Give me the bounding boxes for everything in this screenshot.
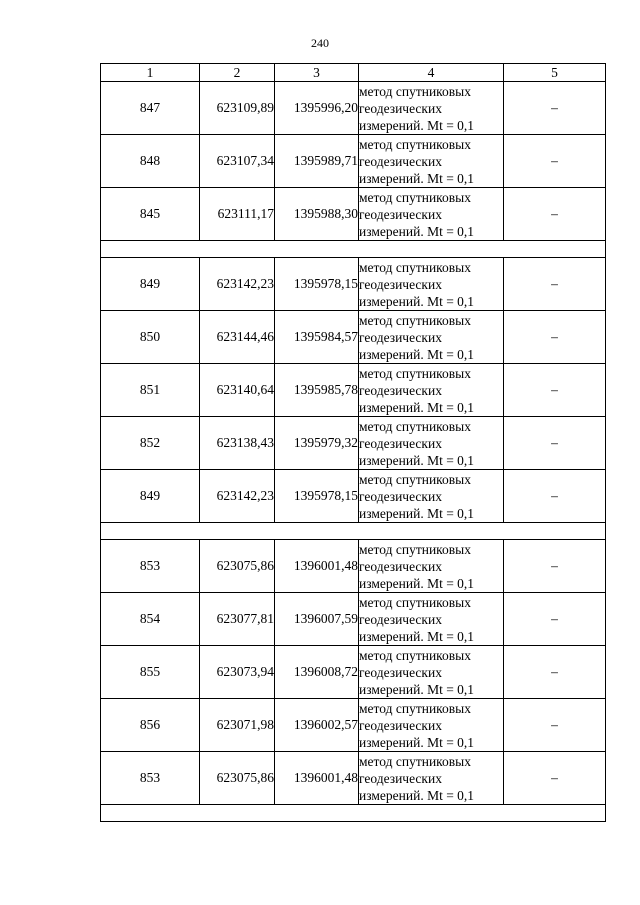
accuracy-dash: – xyxy=(504,646,606,699)
method-description xyxy=(359,752,504,805)
method-description xyxy=(359,364,504,417)
table-row xyxy=(101,752,606,805)
point-number: 847 xyxy=(101,82,200,135)
method-line-2: геодезических xyxy=(359,488,442,504)
accuracy-dash: – xyxy=(504,258,606,311)
point-number: 849 xyxy=(101,258,200,311)
method-line-3: измерений. Mt = 0,1 xyxy=(359,293,475,309)
group-separator-row xyxy=(101,805,606,822)
method-line-1: метод спутниковых xyxy=(359,700,471,716)
accuracy-dash: – xyxy=(504,364,606,417)
method-line-3: измерений. Mt = 0,1 xyxy=(359,452,475,468)
method-line-1: метод спутниковых xyxy=(359,259,471,275)
x-coordinate: 623075,86 xyxy=(200,540,275,593)
table-row xyxy=(101,417,606,470)
point-number: 856 xyxy=(101,699,200,752)
table-row xyxy=(101,540,606,593)
header-cell-3: 3 xyxy=(275,64,359,82)
method-line-3: измерений. Mt = 0,1 xyxy=(359,223,475,239)
y-coordinate: 1395996,20 xyxy=(275,82,359,135)
y-coordinate: 1395985,78 xyxy=(275,364,359,417)
method-line-3: измерений. Mt = 0,1 xyxy=(359,575,475,591)
method-line-2: геодезических xyxy=(359,382,442,398)
point-number: 853 xyxy=(101,540,200,593)
x-coordinate: 623142,23 xyxy=(200,258,275,311)
method-line-2: геодезических xyxy=(359,558,442,574)
header-row xyxy=(101,64,606,82)
y-coordinate: 1395978,15 xyxy=(275,258,359,311)
point-number: 852 xyxy=(101,417,200,470)
point-number: 848 xyxy=(101,135,200,188)
y-coordinate: 1396002,57 xyxy=(275,699,359,752)
point-number: 851 xyxy=(101,364,200,417)
method-line-1: метод спутниковых xyxy=(359,753,471,769)
point-number: 853 xyxy=(101,752,200,805)
method-line-1: метод спутниковых xyxy=(359,541,471,557)
method-line-2: геодезических xyxy=(359,435,442,451)
point-number: 855 xyxy=(101,646,200,699)
table-body xyxy=(101,82,606,822)
group-separator-row xyxy=(101,523,606,540)
method-line-3: измерений. Mt = 0,1 xyxy=(359,505,475,521)
accuracy-dash: – xyxy=(504,188,606,241)
table-row xyxy=(101,188,606,241)
method-line-2: геодезических xyxy=(359,206,442,222)
point-number: 850 xyxy=(101,311,200,364)
accuracy-dash: – xyxy=(504,593,606,646)
method-line-2: геодезических xyxy=(359,611,442,627)
method-line-2: геодезических xyxy=(359,100,442,116)
x-coordinate: 623077,81 xyxy=(200,593,275,646)
table-row xyxy=(101,82,606,135)
accuracy-dash: – xyxy=(504,311,606,364)
group-separator-cell xyxy=(101,241,606,258)
table-row xyxy=(101,135,606,188)
group-separator-cell xyxy=(101,523,606,540)
x-coordinate: 623073,94 xyxy=(200,646,275,699)
method-line-2: геодезических xyxy=(359,770,442,786)
method-description xyxy=(359,135,504,188)
accuracy-dash: – xyxy=(504,540,606,593)
method-line-1: метод спутниковых xyxy=(359,594,471,610)
method-line-3: измерений. Mt = 0,1 xyxy=(359,734,475,750)
method-line-1: метод спутниковых xyxy=(359,136,471,152)
y-coordinate: 1395978,15 xyxy=(275,470,359,523)
method-line-1: метод спутниковых xyxy=(359,365,471,381)
y-coordinate: 1395984,57 xyxy=(275,311,359,364)
y-coordinate: 1396007,59 xyxy=(275,593,359,646)
method-line-3: измерений. Mt = 0,1 xyxy=(359,170,475,186)
y-coordinate: 1396008,72 xyxy=(275,646,359,699)
x-coordinate: 623142,23 xyxy=(200,470,275,523)
header-cell-1: 1 xyxy=(101,64,200,82)
x-coordinate: 623109,89 xyxy=(200,82,275,135)
table-row xyxy=(101,364,606,417)
x-coordinate: 623144,46 xyxy=(200,311,275,364)
method-line-2: геодезических xyxy=(359,329,442,345)
method-line-2: геодезических xyxy=(359,717,442,733)
y-coordinate: 1395989,71 xyxy=(275,135,359,188)
point-number: 845 xyxy=(101,188,200,241)
x-coordinate: 623140,64 xyxy=(200,364,275,417)
method-description xyxy=(359,699,504,752)
method-line-3: измерений. Mt = 0,1 xyxy=(359,681,475,697)
accuracy-dash: – xyxy=(504,470,606,523)
method-line-3: измерений. Mt = 0,1 xyxy=(359,628,475,644)
method-line-3: измерений. Mt = 0,1 xyxy=(359,117,475,133)
table-row xyxy=(101,593,606,646)
method-line-3: измерений. Mt = 0,1 xyxy=(359,346,475,362)
point-number: 849 xyxy=(101,470,200,523)
method-line-1: метод спутниковых xyxy=(359,83,471,99)
table-row xyxy=(101,470,606,523)
method-description xyxy=(359,188,504,241)
method-line-1: метод спутниковых xyxy=(359,312,471,328)
header-cell-2: 2 xyxy=(200,64,275,82)
method-line-1: метод спутниковых xyxy=(359,189,471,205)
coordinates-table xyxy=(100,63,606,822)
method-line-3: измерений. Mt = 0,1 xyxy=(359,787,475,803)
method-line-2: геодезических xyxy=(359,153,442,169)
group-separator-cell xyxy=(101,805,606,822)
table-row xyxy=(101,646,606,699)
accuracy-dash: – xyxy=(504,699,606,752)
header-cell-5: 5 xyxy=(504,64,606,82)
accuracy-dash: – xyxy=(504,752,606,805)
x-coordinate: 623111,17 xyxy=(200,188,275,241)
method-description xyxy=(359,311,504,364)
x-coordinate: 623071,98 xyxy=(200,699,275,752)
y-coordinate: 1396001,48 xyxy=(275,540,359,593)
x-coordinate: 623138,43 xyxy=(200,417,275,470)
method-description xyxy=(359,417,504,470)
method-line-1: метод спутниковых xyxy=(359,418,471,434)
method-description xyxy=(359,646,504,699)
accuracy-dash: – xyxy=(504,82,606,135)
y-coordinate: 1396001,48 xyxy=(275,752,359,805)
table-row xyxy=(101,699,606,752)
method-line-2: геодезических xyxy=(359,664,442,680)
method-line-3: измерений. Mt = 0,1 xyxy=(359,399,475,415)
method-description xyxy=(359,593,504,646)
accuracy-dash: – xyxy=(504,135,606,188)
point-number: 854 xyxy=(101,593,200,646)
table-row xyxy=(101,311,606,364)
x-coordinate: 623107,34 xyxy=(200,135,275,188)
method-description xyxy=(359,82,504,135)
group-separator-row xyxy=(101,241,606,258)
y-coordinate: 1395979,32 xyxy=(275,417,359,470)
method-line-1: метод спутниковых xyxy=(359,471,471,487)
method-line-2: геодезических xyxy=(359,276,442,292)
y-coordinate: 1395988,30 xyxy=(275,188,359,241)
method-line-1: метод спутниковых xyxy=(359,647,471,663)
method-description xyxy=(359,470,504,523)
page-number: 240 xyxy=(311,36,329,50)
table-row xyxy=(101,258,606,311)
header-cell-4: 4 xyxy=(359,64,504,82)
accuracy-dash: – xyxy=(504,417,606,470)
method-description xyxy=(359,258,504,311)
x-coordinate: 623075,86 xyxy=(200,752,275,805)
method-description xyxy=(359,540,504,593)
